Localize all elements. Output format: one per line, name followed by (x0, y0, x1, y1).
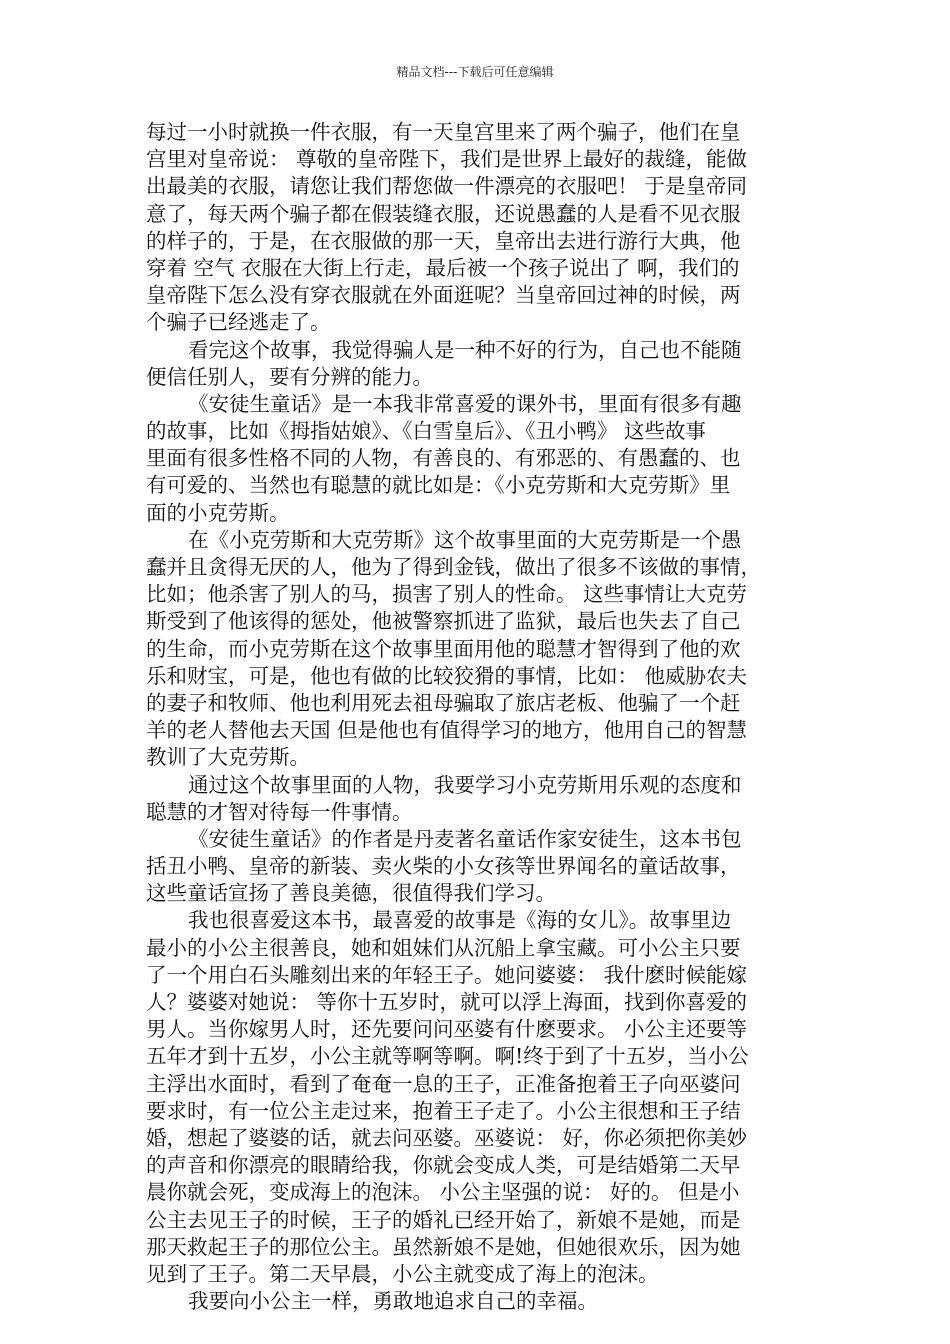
text-line: 宫里对皇帝说： 尊敬的皇帝陛下，我们是世界上最好的裁缝，能做 (146, 147, 748, 172)
text-line: 每过一小时就换一件衣服，有一天皇宫里来了两个骗子，他们在皇 (146, 120, 741, 144)
text-line: 的样子的，于是，在衣服做的那一天，皇帝出去进行游行大典，他 (146, 228, 741, 253)
text-line: 的生命，而小克劳斯在这个故事里面用他的聪慧才智得到了他的欢 (146, 636, 741, 661)
text-line: 意了，每天两个骗子都在假装缝衣服，还说愚蠢的人是看不见衣服 (146, 201, 741, 226)
text-line: 我要向小公主一样，勇敢地追求自己的幸福。 (188, 1289, 598, 1314)
text-line: 这些童话宣扬了善良美德，很值得我们学习。 (146, 881, 556, 906)
text-line: 斯受到了他该得的惩处，他被警察抓进了监狱，最后也失去了自己 (146, 609, 741, 634)
text-line: 最小的小公主很善良，她和姐妹们从沉船上拿宝藏。可小公主只要 (146, 935, 741, 960)
text-line: 个骗子已经逃走了。 (146, 310, 331, 335)
text-line: 的妻子和牧师、他也利用死去祖母骗取了旅店老板、他骗了一个赶 (146, 690, 741, 715)
text-line: 人？婆婆对她说： 等你十五岁时，就可以浮上海面，找到你喜爱的 (146, 990, 748, 1014)
text-line: 有可爱的、当然也有聪慧的就比如是：《小克劳斯和大克劳斯》里 (146, 473, 731, 498)
text-line: 面的小克劳斯。 (146, 500, 290, 525)
text-line: 羊的老人替他去天国 但是他也有值得学习的地方，他用自己的智慧 (146, 718, 748, 743)
page-header: 精品文档---下载后可任意编辑 (396, 65, 554, 79)
text-line: 穿着 空气 衣服在大街上行走，最后被一个孩子说出了 啊，我们的 (146, 255, 740, 280)
text-line: 主浮出水面时，看到了奄奄一息的王子，正准备抱着王子向巫婆问 (146, 1071, 741, 1096)
text-line: 婚，想起了婆婆的话，就去问巫婆。巫婆说： 好，你必须把你美妙 (146, 1125, 748, 1150)
text-line: 教训了大克劳斯。 (146, 745, 310, 770)
text-line: 我也很喜爱这本书，最喜爱的故事是《海的女儿》。故事里边 (188, 908, 732, 933)
document-body (146, 119, 818, 1315)
text-line: 《安徒生童话》的作者是丹麦著名童话作家安徒生，这本书包 (188, 826, 742, 851)
text-line: 那天救起王子的那位公主。虽然新娘不是她，但她很欢乐，因为她 (146, 1234, 741, 1259)
text-line: 的故事，比如《拇指姑娘》、《白雪皇后》、《丑小鸭》 这些故事 (146, 419, 707, 444)
text-line: 的声音和你漂亮的眼睛给我，你就会变成人类，可是结婚第二天早 (146, 1153, 741, 1178)
text-line: 见到了王子。第二天早晨，小公主就变成了海上的泡沫。 (146, 1261, 659, 1286)
text-line: 聪慧的才智对待每一件事情。 (146, 799, 413, 824)
text-line: 在《小克劳斯和大克劳斯》这个故事里面的大克劳斯是一个愚 (188, 527, 742, 552)
text-line: 公主去见王子的时候，王子的婚礼已经开始了，新娘不是她，而是 (146, 1207, 741, 1232)
text-line: 里面有很多性格不同的人物，有善良的、有邪恶的、有愚蠢的、也 (146, 446, 741, 471)
text-line: 看完这个故事，我觉得骗人是一种不好的行为，自己也不能随 (188, 337, 742, 362)
text-line: 晨你就会死，变成海上的泡沫。 小公主坚强的说： 好的。 但是小 (146, 1180, 740, 1205)
text-line: 便信任别人，要有分辨的能力。 (146, 364, 433, 389)
text-line: 了一个用白石头雕刻出来的年轻王子。她问婆婆： 我什麽时候能嫁 (146, 962, 748, 987)
text-line: 乐和财宝，可是，他也有做的比较狡猾的事情，比如： 他威胁农夫 (146, 663, 748, 688)
text-line: 要求时，有一位公主走过来，抱着王子走了。小公主很想和王子结 (146, 1098, 741, 1123)
text-line: 比如；他杀害了别人的马，损害了别人的性命。 这些事情让大克劳 (146, 582, 748, 607)
text-line: 《安徒生童话》是一本我非常喜爱的课外书，里面有很多有趣 (188, 391, 742, 416)
text-line: 男人。当你嫁男人时，还先要问问巫婆有什麽要求。 小公主还要等 (146, 1017, 748, 1042)
text-line: 皇帝陛下怎么没有穿衣服就在外面逛呢？当皇帝回过神的时候，两 (146, 283, 741, 308)
text-line: 通过这个故事里面的人物，我要学习小克劳斯用乐观的态度和 (188, 772, 742, 797)
text-line: 五年才到十五岁，小公主就等啊等啊。啊!终于到了十五岁，当小公 (146, 1044, 749, 1069)
text-line: 出最美的衣服，请您让我们帮您做一件漂亮的衣服吧！ 于是皇帝同 (146, 174, 748, 199)
text-line: 蠢并且贪得无厌的人，他为了得到金钱，做出了很多不该做的事情， (146, 555, 761, 579)
text-line: 括丑小鸭、皇帝的新装、卖火柴的小女孩等世界闻名的童话故事， (146, 854, 741, 879)
